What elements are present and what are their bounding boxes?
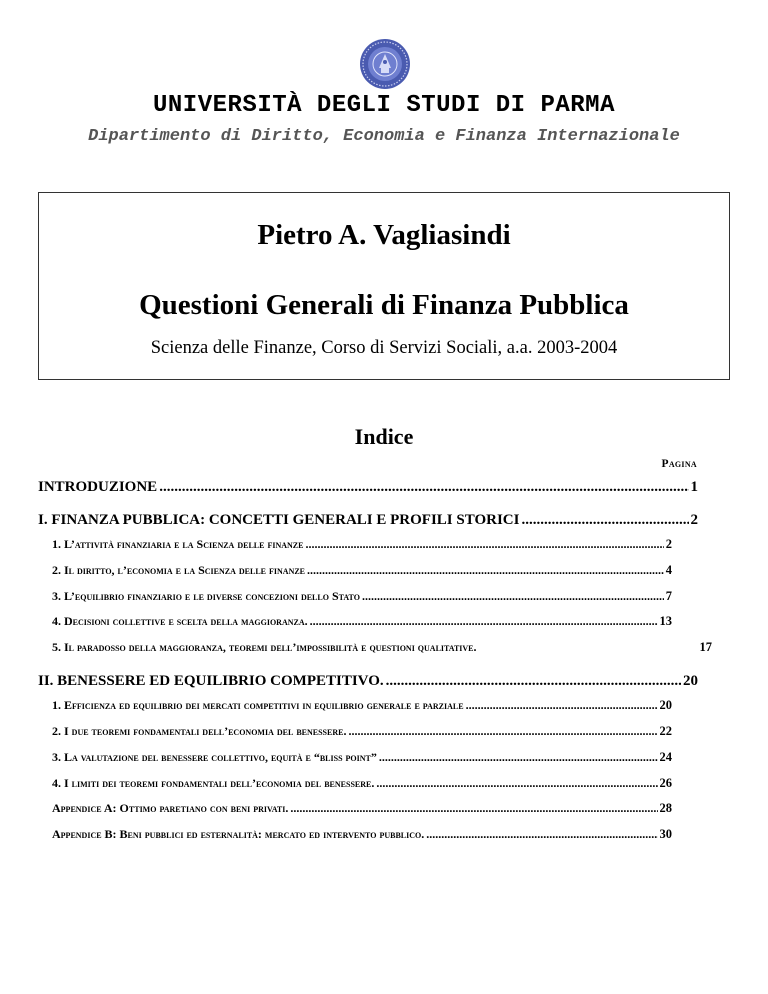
university-seal-icon <box>359 38 411 90</box>
university-name: UNIVERSITÀ DEGLI STUDI DI PARMA <box>153 92 615 119</box>
toc-entry[interactable]: 1. L’attività finanziaria e la Scienza delle finanze ..... 2 <box>52 537 672 552</box>
toc-entry[interactable]: INTRODUZIONE ..... 1 <box>38 479 698 496</box>
toc-entry[interactable]: 4. Decisioni collettive e scelta della maggioranza. ..... 13 <box>52 614 672 629</box>
author-name: Pietro A. Vagliasindi <box>257 219 511 251</box>
document-title: Questioni Generali di Finanza Pubblica <box>139 289 629 321</box>
toc-entry[interactable]: Appendice B: Beni pubblici ed esternalità: mercato ed intervento pubblico. ..... 30 <box>52 827 672 842</box>
toc-entry[interactable]: Appendice A: Ottimo paretiano con beni privati. ..... 28 <box>52 801 672 816</box>
toc-entry[interactable]: I. FINANZA PUBBLICA: CONCETTI GENERALI E PROFILI STORICI ..... 2 <box>38 512 698 529</box>
toc-entry[interactable]: 3. La valutazione del benessere collettivo, equità e “bliss point” ..... 24 <box>52 750 672 765</box>
title-box <box>38 192 730 380</box>
toc-entry[interactable]: 5. Il paradosso della maggioranza, teoremi dell’impossibilità e questioni qualitative. 17 <box>52 640 712 654</box>
course-info: Scienza delle Finanze, Corso di Servizi Sociali, a.a. 2003-2004 <box>150 338 618 358</box>
toc-entry[interactable]: II. BENESSERE ED EQUILIBRIO COMPETITIVO. ..... 20 <box>38 673 698 690</box>
toc-page-column-label: Pagina <box>661 458 697 470</box>
toc-entry[interactable]: 3. L’equilibrio finanziario e le diverse concezioni dello Stato ..... 7 <box>52 589 672 604</box>
toc-entry[interactable]: 4. I limiti dei teoremi fondamentali dell’economia del benessere. ..... 26 <box>52 776 672 791</box>
toc-entry[interactable]: 2. I due teoremi fondamentali dell’economia del benessere. ..... 22 <box>52 724 672 739</box>
department-name: Dipartimento di Diritto, Economia e Finanza Internazionale <box>88 127 680 146</box>
toc-heading: Indice <box>354 424 414 449</box>
toc-entry[interactable]: 2. Il diritto, l’economia e la Scienza delle finanze ..... 4 <box>52 563 672 578</box>
toc-entry[interactable]: 1. Efficienza ed equilibrio dei mercati competitivi in equilibrio generale e parziale ..... 20 <box>52 698 672 713</box>
